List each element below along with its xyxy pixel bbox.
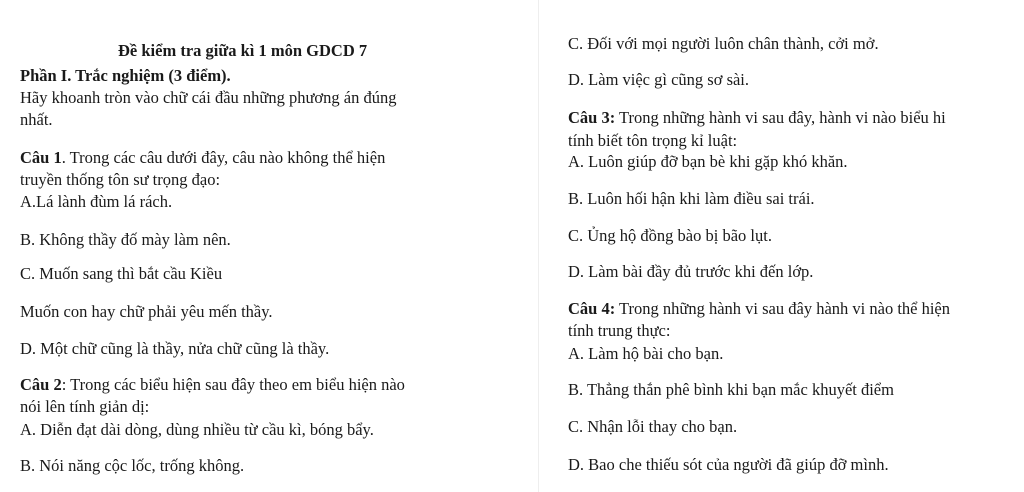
- question-2-option-b: B. Nói năng cộc lốc, trống không.: [20, 456, 245, 475]
- question-3-option-c: C. Ủng hộ đồng bào bị bão lụt.: [568, 226, 772, 245]
- question-3-option-d: D. Làm bài đầy đủ trước khi đến lớp.: [568, 262, 814, 281]
- question-4-option-d: D. Bao che thiếu sót của người đã giúp đỡ mình.: [568, 455, 889, 474]
- question-3-prompt-line-1: [568, 108, 946, 127]
- question-4-prompt-text: Trong những hành vi sau đây hành vi nào thể hiện: [615, 299, 951, 318]
- question-1-option-a: A.Lá lành đùm lá rách.: [20, 192, 173, 211]
- question-4-option-b: B. Thẳng thắn phê bình khi bạn mắc khuyết điểm: [568, 380, 894, 399]
- question-3-prompt-text: Trong những hành vi sau đây, hành vi nào biểu hi: [615, 108, 946, 127]
- question-3-option-a: A. Luôn giúp đỡ bạn bè khi gặp khó khăn.: [568, 152, 848, 171]
- question-1-prompt-line-2: truyền thống tôn sư trọng đạo:: [20, 170, 221, 189]
- question-2-option-a: A. Diễn đạt dài dòng, dùng nhiều từ cầu kì, bóng bẩy.: [20, 420, 374, 439]
- question-4-prompt-line-1: [568, 299, 950, 318]
- question-3-option-b: B. Luôn hối hận khi làm điều sai trái.: [568, 189, 815, 208]
- document-title: Đề kiểm tra giữa kì 1 môn GDCD 7: [118, 41, 368, 60]
- question-1-prompt-text: . Trong các câu dưới đây, câu nào không thể hiện: [61, 148, 386, 167]
- question-1-prompt-line-1: [20, 148, 385, 167]
- instruction-line-1: Hãy khoanh tròn vào chữ cái đầu những phương án đúng: [20, 88, 397, 107]
- question-2-label: Câu 2: [20, 375, 62, 394]
- question-4-label: Câu 4:: [568, 299, 616, 318]
- question-2-prompt-line-1: [20, 375, 405, 394]
- question-4-option-c: C. Nhận lỗi thay cho bạn.: [568, 417, 738, 436]
- question-1-option-c-continued: Muốn con hay chữ phải yêu mến thầy.: [20, 302, 273, 321]
- right-column: [540, 0, 1024, 492]
- part-heading: Phần I. Trắc nghiệm (3 điểm).: [20, 66, 231, 85]
- question-2-option-d: D. Làm việc gì cũng sơ sài.: [568, 70, 750, 89]
- instruction-line-2: nhất.: [20, 110, 53, 129]
- question-1-label: Câu 1: [20, 148, 62, 167]
- question-2-prompt-line-2: nói lên tính giản dị:: [20, 397, 150, 416]
- question-4-prompt-line-2: tính trung thực:: [568, 321, 671, 340]
- question-1-option-c: C. Muốn sang thì bắt cầu Kiều: [20, 264, 223, 283]
- question-3-label: Câu 3:: [568, 108, 616, 127]
- question-2-option-c: C. Đối với mọi người luôn chân thành, cởi mở.: [568, 34, 879, 53]
- column-divider: [538, 0, 539, 492]
- question-1-option-b: B. Không thầy đố mày làm nên.: [20, 230, 231, 249]
- question-1-option-d: D. Một chữ cũng là thầy, nửa chữ cũng là thầy.: [20, 339, 330, 358]
- question-3-prompt-line-2: tính biết tôn trọng kỉ luật:: [568, 131, 738, 150]
- question-4-option-a: A. Làm hộ bài cho bạn.: [568, 344, 724, 363]
- question-2-prompt-text: : Trong các biểu hiện sau đây theo em biểu hiện nào: [61, 375, 405, 394]
